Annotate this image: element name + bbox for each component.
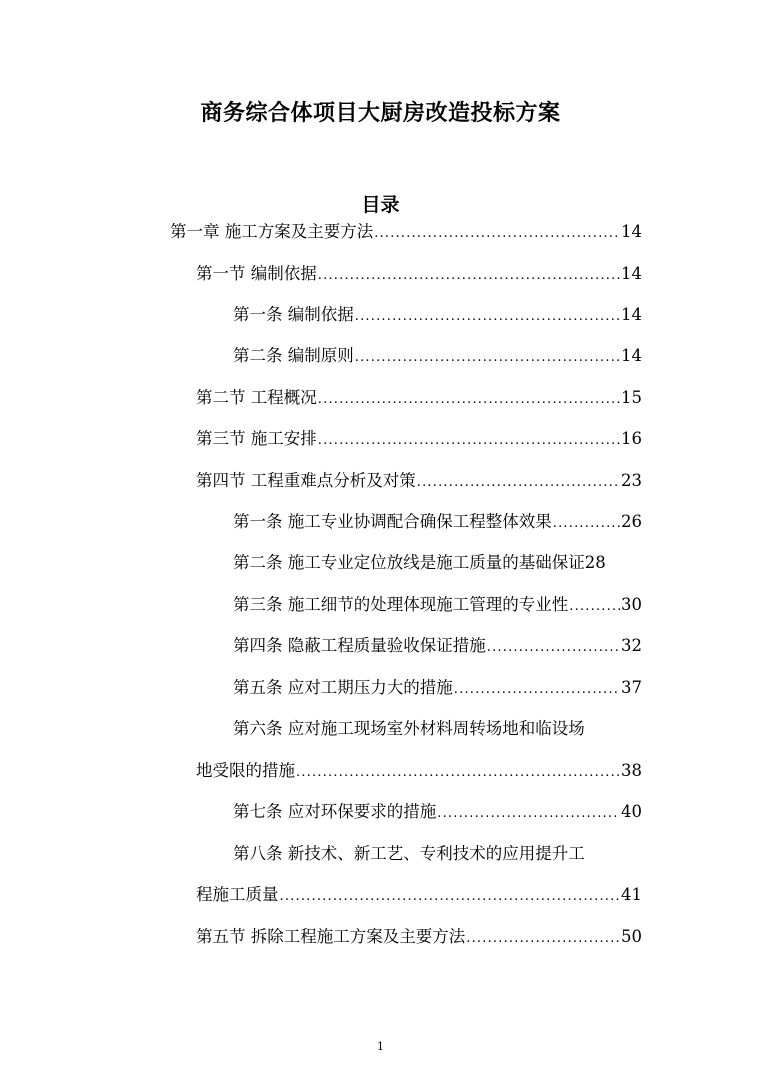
toc-entry-article-4-8[interactable]	[196, 885, 642, 907]
toc-entry-label: 地受限的措施	[196, 761, 295, 780]
toc-entry-section-5[interactable]	[196, 927, 642, 949]
toc-entry-article-1-2[interactable]	[233, 346, 642, 368]
toc-entry-page: 23	[621, 471, 642, 490]
toc-entry-page: 30	[621, 595, 642, 614]
toc-entry-label: 第一章 施工方案及主要方法	[170, 222, 374, 241]
toc-entry-section-1[interactable]	[196, 264, 642, 286]
toc-dot-leader	[466, 929, 620, 949]
toc-dot-leader	[454, 680, 620, 700]
toc-entry-article-4-7[interactable]	[233, 802, 642, 824]
document-title: 商务综合体项目大厨房改造投标方案	[200, 101, 561, 126]
toc-entry-page: 38	[621, 761, 642, 780]
toc-entry-label: 第四条 隐蔽工程质量验收保证措施	[233, 636, 486, 655]
toc-entry-article-4-6-line1[interactable]: 第六条 应对施工现场室外材料周转场地和临设场	[233, 719, 585, 738]
toc-entry-label: 第五条 应对工期压力大的措施	[233, 678, 453, 697]
toc-entry-label: 第四节 工程重难点分析及对策	[196, 471, 416, 490]
toc-entry-page: 14	[621, 264, 642, 283]
toc-entry-section-4[interactable]	[196, 471, 642, 493]
toc-entry-label: 第一节 编制依据	[196, 264, 317, 283]
toc-entry-article-4-3[interactable]	[233, 595, 642, 617]
toc-dot-leader	[553, 514, 620, 534]
toc-dot-leader	[417, 473, 620, 493]
toc-dot-leader	[296, 763, 620, 783]
page-number: 1	[377, 1040, 384, 1053]
toc-entry-page: 32	[621, 636, 642, 655]
toc-dot-leader	[374, 224, 620, 244]
toc-entry-page: 26	[621, 512, 642, 531]
toc-entry-article-4-1[interactable]	[233, 512, 642, 534]
toc-dot-leader	[569, 597, 620, 617]
toc-entry-label: 第一条 施工专业协调配合确保工程整体效果	[233, 512, 552, 531]
toc-entry-label: 第三节 施工安排	[196, 429, 317, 448]
toc-entry-chapter-1[interactable]	[170, 222, 642, 244]
toc-entry-section-3[interactable]	[196, 429, 642, 451]
toc-entry-page: 16	[621, 429, 642, 448]
toc-entry-page: 41	[621, 885, 642, 904]
toc-entry-label: 第二节 工程概况	[196, 388, 317, 407]
toc-dot-leader	[355, 348, 620, 368]
toc-entry-page: 14	[621, 346, 642, 365]
toc-dot-leader	[318, 390, 620, 410]
toc-entry-label: 第七条 应对环保要求的措施	[233, 802, 437, 821]
toc-entry-article-4-2[interactable]	[233, 553, 648, 573]
toc-entry-label: 程施工质量	[196, 885, 279, 904]
toc-entry-label: 第一条 编制依据	[233, 305, 354, 324]
toc-entry-article-4-4[interactable]	[233, 636, 642, 658]
toc-dot-leader	[437, 804, 620, 824]
toc-entry-article-4-8-line1[interactable]: 第八条 新技术、新工艺、专利技术的应用提升工	[233, 844, 585, 863]
toc-dot-leader	[280, 887, 621, 907]
toc-dot-leader	[487, 638, 620, 658]
toc-entry-page: 28	[584, 553, 606, 572]
toc-entry-page: 37	[621, 678, 642, 697]
toc-entry-page: 14	[621, 222, 642, 241]
toc-entry-page: 50	[621, 927, 642, 946]
toc-entry-section-2[interactable]	[196, 388, 642, 410]
toc-entry-page: 40	[621, 802, 642, 821]
toc-entry-label: 第二条 施工专业定位放线是施工质量的基础保证	[233, 553, 585, 572]
toc-dot-leader	[318, 431, 620, 451]
toc-entry-page: 15	[621, 388, 642, 407]
toc-entry-article-4-5[interactable]	[233, 678, 642, 700]
toc-dot-leader	[318, 266, 620, 286]
toc-entry-page: 14	[621, 305, 642, 324]
toc-entry-article-1-1[interactable]	[233, 305, 642, 327]
toc-entry-label: 第二条 编制原则	[233, 346, 354, 365]
toc-dot-leader	[355, 307, 620, 327]
toc-entry-label: 第三条 施工细节的处理体现施工管理的专业性	[233, 595, 569, 614]
toc-heading: 目录	[361, 194, 400, 216]
toc-entry-label: 第五节 拆除工程施工方案及主要方法	[196, 927, 466, 946]
toc-entry-article-4-6[interactable]	[196, 761, 642, 783]
